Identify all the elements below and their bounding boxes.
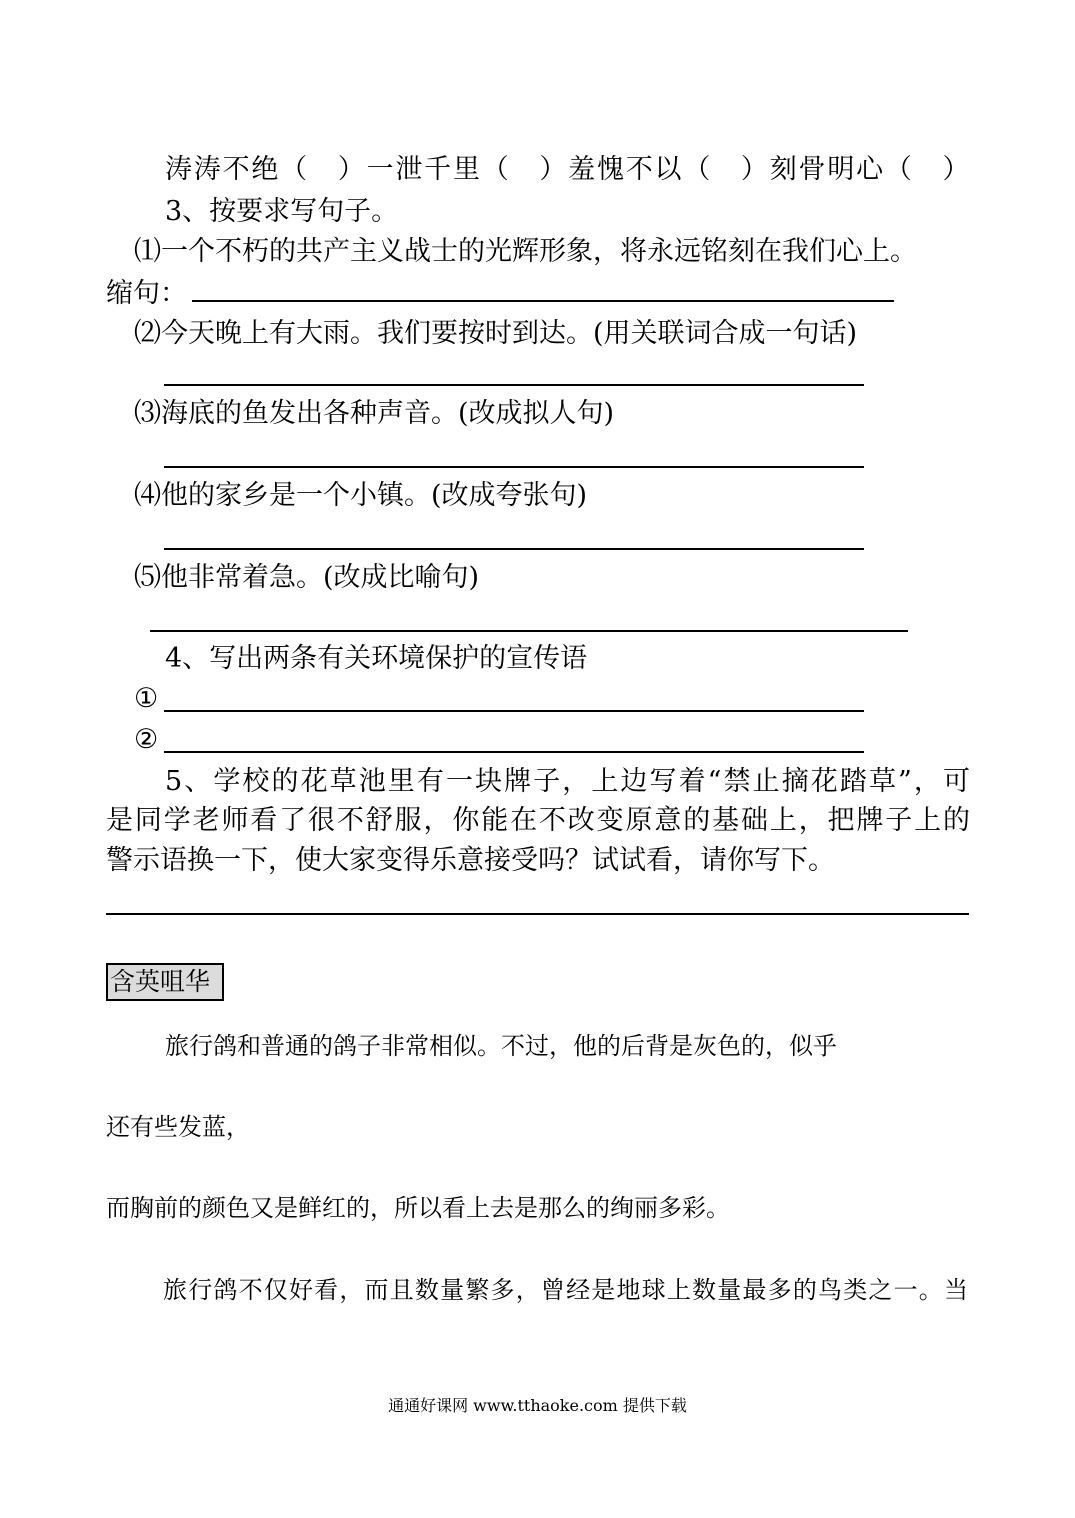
answer-line-slogan-1[interactable]: [164, 710, 864, 712]
question-5-line-3: 警示语换一下，使大家变得乐意接受吗？试试看，请你写下。: [106, 845, 835, 876]
answer-line-question-5[interactable]: [106, 913, 969, 915]
answer-line-2[interactable]: [164, 384, 864, 386]
reading-paragraph-2: 还有些发蓝，: [106, 1113, 250, 1141]
question-5-line-1: 5、学校的花草池里有一块牌子，上边写着“禁止摘花踏草”，可: [165, 766, 970, 797]
slogan-marker-2: ②: [134, 724, 159, 755]
question-3-sentence-4: ⑷他的家乡是一个小镇。(改成夸张句): [134, 480, 588, 511]
slogan-marker-1: ①: [134, 683, 159, 714]
idioms-line: 涛涛不绝（ ）一泄千里（ ）羞愧不以（ ）刻骨明心（ ）: [165, 154, 970, 185]
shorten-label: 缩句：: [106, 278, 187, 309]
answer-line-4[interactable]: [164, 548, 864, 550]
question-3-title: 3、按要求写句子。: [165, 196, 399, 227]
question-3-sentence-5: ⑸他非常着急。(改成比喻句): [134, 562, 480, 593]
answer-line-shorten[interactable]: [192, 300, 894, 302]
reading-paragraph-4: 旅行鸽不仅好看，而且数量繁多，曾经是地球上数量最多的鸟类之一。当: [163, 1276, 968, 1304]
question-3-sentence-2: ⑵今天晚上有大雨。我们要按时到达。(用关联词合成一句话): [134, 318, 858, 349]
answer-line-3[interactable]: [164, 466, 864, 468]
question-3-sentence-3: ⑶海底的鱼发出各种声音。(改成拟人句): [134, 398, 615, 429]
reading-paragraph-1: 旅行鸽和普通的鸽子非常相似。不过，他的后背是灰色的，似乎: [165, 1032, 837, 1060]
question-3-sentence-1: ⑴一个不朽的共产主义战士的光辉形象，将永远铭刻在我们心上。: [134, 236, 917, 267]
section-heading: 含英咀华: [106, 963, 224, 1001]
question-4-title: 4、写出两条有关环境保护的宣传语: [165, 643, 588, 674]
reading-paragraph-3: 而胸前的颜色又是鲜红的，所以看上去是那么的绚丽多彩。: [106, 1194, 730, 1222]
footer-text: 通通好课网 www.tthaoke.com 提供下载: [388, 1396, 687, 1415]
answer-line-5[interactable]: [150, 630, 908, 632]
question-5-line-2: 是同学老师看了很不舒服，你能在不改变原意的基础上，把牌子上的: [106, 805, 970, 836]
answer-line-slogan-2[interactable]: [164, 751, 864, 753]
